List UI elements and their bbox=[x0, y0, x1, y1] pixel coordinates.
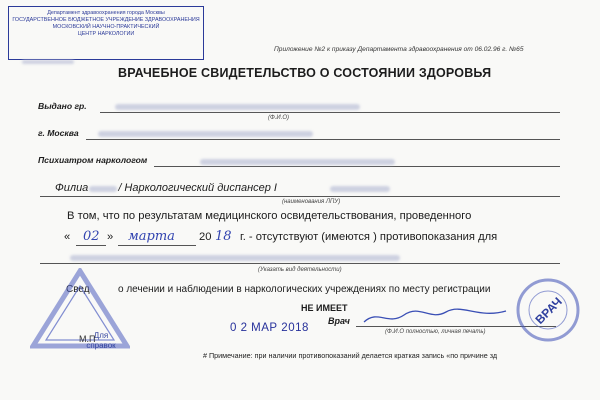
date-stamp: 0 2 МАР 2018 bbox=[230, 322, 309, 334]
result-sentence-line1: В том, что по результатам медицинского освидетельствования, проведенного bbox=[67, 210, 472, 222]
month-line bbox=[118, 245, 196, 246]
handwritten-month: марта bbox=[128, 229, 175, 244]
city-label: г. Москва bbox=[38, 128, 79, 138]
redacted-branch-number bbox=[89, 186, 117, 192]
psychiatrist-line bbox=[154, 166, 560, 167]
mp-label: М.П bbox=[79, 334, 96, 344]
issued-to-label: Выдано гр. bbox=[38, 101, 87, 111]
stamp-line-department: Департамент здравоохранения города Москвы bbox=[47, 10, 165, 16]
redacted-name bbox=[115, 104, 360, 110]
fio-caption: (Ф.И.О) bbox=[268, 115, 290, 121]
stamp-line-narcology: ЦЕНТР НАРКОЛОГИИ bbox=[77, 31, 135, 37]
redacted-psychiatrist bbox=[200, 159, 395, 165]
doctor-label: Врач bbox=[328, 316, 350, 326]
triangle-stamp-line2: справок bbox=[86, 341, 116, 350]
info-prefix: Свед bbox=[66, 284, 90, 295]
year-prefix: 20 bbox=[199, 231, 212, 243]
triangle-stamp-line1: Для bbox=[93, 331, 109, 340]
stamp-line-center: МОСКОВСКИЙ НАУЧНО-ПРАКТИЧЕСКИЙ bbox=[52, 24, 160, 30]
order-reference: Приложение №2 к приказу Департамента здравоохранения от 06.02.96 г. №65 bbox=[274, 46, 524, 53]
institution-line bbox=[40, 196, 560, 197]
handwritten-year: 18 bbox=[215, 229, 232, 244]
psychiatrist-label: Психиатром наркологом bbox=[38, 155, 148, 165]
document-title: ВРАЧЕБНОЕ СВИДЕТЕЛЬСТВО О СОСТОЯНИИ ЗДОРОВЬЯ bbox=[118, 66, 492, 80]
activity-caption: (Указать вид деятельности) bbox=[258, 267, 342, 273]
info-sentence: о лечении и наблюдении в наркологических учреждениях по месту регистрации bbox=[118, 284, 491, 295]
quote-open: « bbox=[64, 231, 71, 243]
redacted-activity bbox=[70, 255, 400, 261]
city-line bbox=[86, 139, 560, 140]
institution-caption: (наименования ЛПУ) bbox=[282, 199, 341, 205]
footnote: # Примечание: при наличии противопоказаний делается краткая запись «по причине зд bbox=[203, 351, 498, 360]
round-stamp-label: ВРАЧ bbox=[532, 294, 565, 327]
handwritten-day: 02 bbox=[83, 229, 100, 244]
institution-prefix: Филиа bbox=[55, 182, 89, 194]
round-doctor-stamp bbox=[515, 277, 581, 343]
redacted-dispensary-number bbox=[330, 186, 390, 192]
redacted-address bbox=[98, 131, 313, 137]
quote-close: » bbox=[107, 231, 114, 243]
issued-to-line bbox=[100, 112, 560, 113]
result-sentence-line2: г. - отсутствуют (имеются ) противопоказания для bbox=[240, 231, 498, 243]
day-line bbox=[76, 245, 106, 246]
redacted-header-number bbox=[22, 60, 74, 64]
doctor-caption: (Ф.И.О полностью, личная печать) bbox=[385, 329, 486, 335]
institution-header-stamp bbox=[8, 6, 204, 60]
stamp-line-institution: ГОСУДАРСТВЕННОЕ БЮДЖЕТНОЕ УЧРЕЖДЕНИЕ ЗДРАВООХРАНЕНИЯ bbox=[12, 17, 200, 23]
status-not-registered: НЕ ИМЕЕТ bbox=[301, 303, 348, 313]
institution-title: / Наркологический диспансер I bbox=[118, 182, 277, 194]
doctor-signature bbox=[360, 306, 510, 328]
activity-line bbox=[40, 263, 560, 264]
